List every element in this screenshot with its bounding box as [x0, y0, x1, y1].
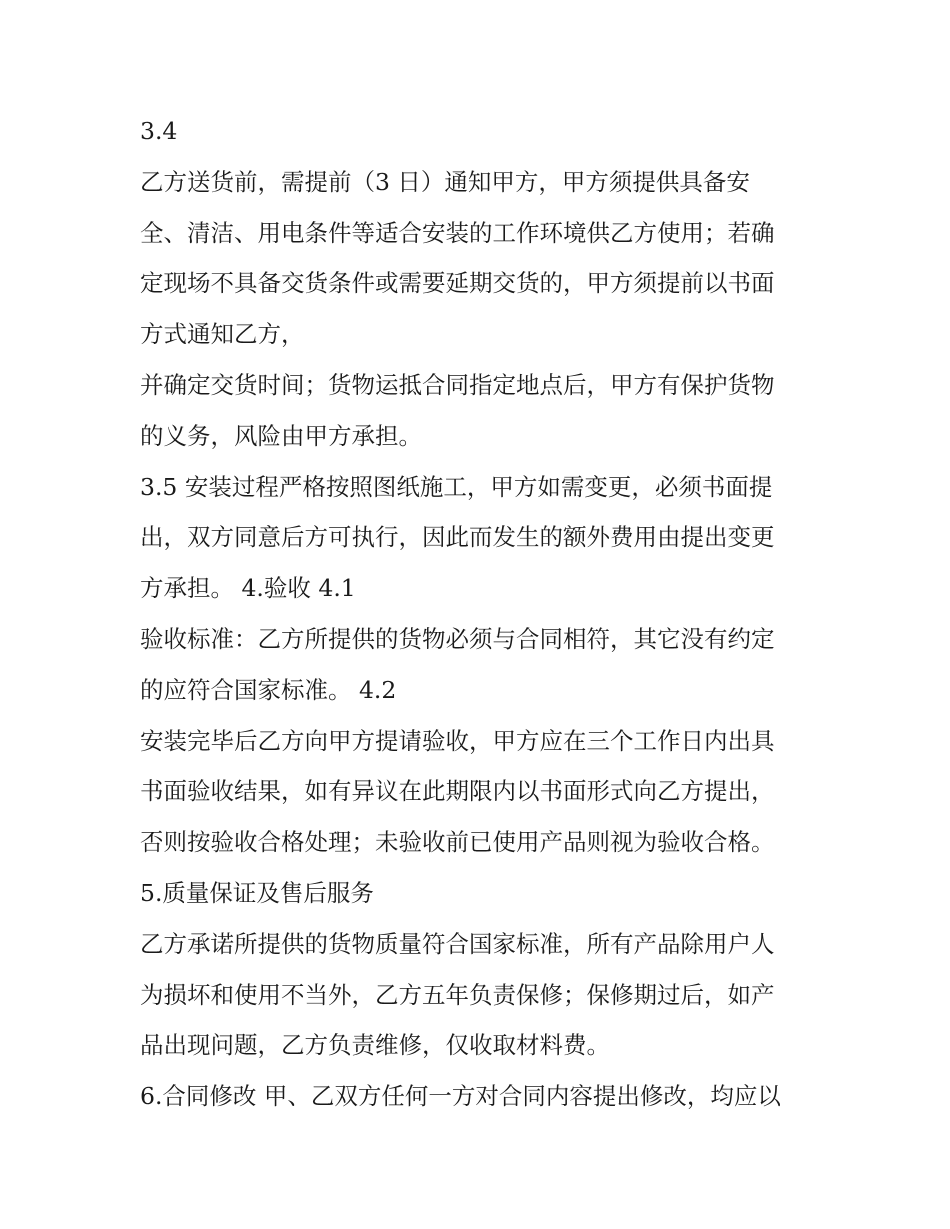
clause-3-5-line: 3.5 安装过程严格按照图纸施工，甲方如需变更，必须书面提 [140, 472, 773, 501]
text-line: 验收标准：乙方所提供的货物必须与合同相符，其它没有约定 [140, 624, 775, 653]
section-heading-5: 5.质量保证及售后服务 [140, 878, 374, 907]
text-line: 书面验收结果，如有异议在此期限内以书面形式向乙方提出， [140, 777, 775, 806]
text-line: 并确定交货时间；货物运抵合同指定地点后，甲方有保护货物 [140, 370, 775, 399]
text-line: 否则按验收合格处理；未验收前已使用产品则视为验收合格。 [140, 828, 775, 857]
text-line: 出，双方同意后方可执行，因此而发生的额外费用由提出变更 [140, 523, 775, 552]
text-line: 安装完毕后乙方向甲方提请验收，甲方应在三个工作日内出具 [140, 726, 775, 755]
text-line: 的应符合国家标准。 4.2 [140, 675, 397, 704]
text-line: 方承担。 4.验收 4.1 [140, 574, 356, 603]
text-line: 定现场不具备交货条件或需要延期交货的，甲方须提前以书面 [140, 269, 775, 298]
text-line: 乙方送货前，需提前（3 日）通知甲方，甲方须提供具备安 [140, 167, 750, 196]
text-line: 方式通知乙方， [140, 320, 305, 349]
text-line: 品出现问题，乙方负责维修，仅收取材料费。 [140, 1031, 610, 1060]
section-6-line: 6.合同修改 甲、乙双方任何一方对合同内容提出修改，均应以 [140, 1082, 781, 1111]
text-line: 的义务，风险由甲方承担。 [140, 421, 422, 450]
clause-number-3-4: 3.4 [140, 117, 178, 145]
text-line: 为损坏和使用不当外，乙方五年负责保修；保修期过后，如产 [140, 980, 775, 1009]
text-line: 全、清洁、用电条件等适合安装的工作环境供乙方使用；若确 [140, 218, 775, 247]
text-line: 乙方承诺所提供的货物质量符合国家标准，所有产品除用户人 [140, 929, 775, 958]
contract-text [140, 106, 830, 1122]
